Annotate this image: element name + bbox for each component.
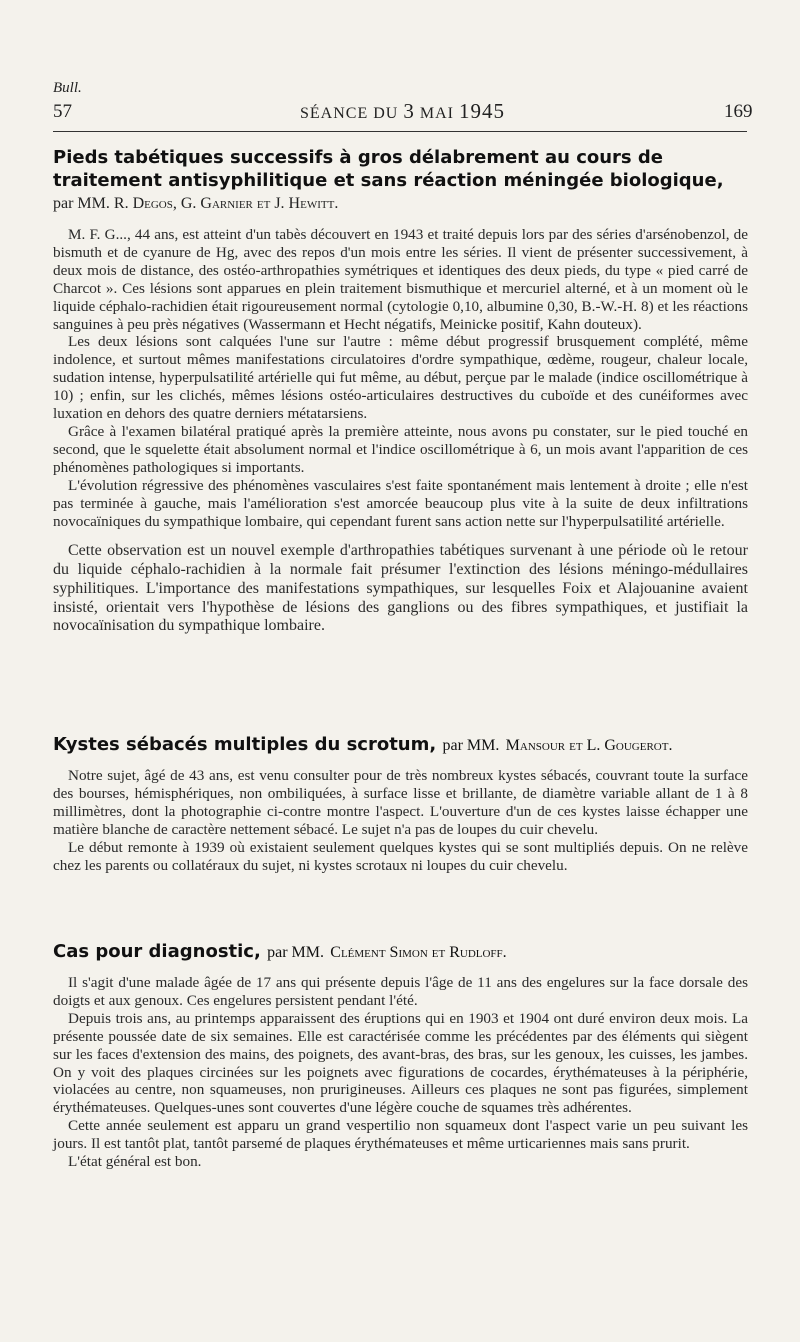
article-body <box>53 974 748 1171</box>
paragraph: Cette année seulement est apparu un grand vespertilio non squameux dont l'aspect varie un peu suivant les jours. Il est tantôt plat, tantôt parsemé de plaques érythémateuses et même urticariennes mais sans prurit. <box>53 1117 748 1153</box>
volume-number: 57 <box>53 101 72 122</box>
article-body <box>53 767 748 874</box>
article-kystes-sebaces <box>53 733 748 874</box>
article-body <box>53 226 748 636</box>
paragraph: Les deux lésions sont calquées l'une sur l'autre : même début progressif brusquement complété, même indolence, et surtout mêmes manifestations circulatoires d'ordre sympathique, œdème, rougeur, chaleur locale, sudation intense, hyperpulsatilité artérielle qui fut même, au début, perçue par le malade (indice oscillométrique à 10) ; enfin, sur les clichés, mêmes lésions ostéo-articulaires destructives du cuboïde et des cunéiformes avec luxation en dehors des quatre derniers métatarsiens. <box>53 333 748 423</box>
paragraph: M. F. G..., 44 ans, est atteint d'un tabès découvert en 1943 et traité depuis lors par des séries d'arsénobenzol, de bismuth et de cyanure de Hg, avec des repos d'un mois entre les séries. Il vient de présenter successivement, à deux mois de distance, des ostéo-arthropathies symétriques et identiques des deux pieds, du type « pied carré de Charcot ». Ces lésions sont apparues en plein traitement bismuthique et mercuriel alterné, et à un moment où le liquide céphalo-rachidien était rigoureusement normal (cytologie 0,10, albumine 0,30, B.-W.-H. 8) et les réactions sanguines à peu près négatives (Wassermann et Hecht négatifs, Meinicke positif, Kahn douteux). <box>53 226 748 333</box>
session-prefix: SÉANCE DU <box>300 105 399 122</box>
paragraph: L'évolution régressive des phénomènes vasculaires s'est faite spontanément mais lentement à droite ; elle n'est pas terminée à gauche, mais l'amélioration s'est amorcée beaucoup plus vite à la suite de deux infiltrations novocaïniques du sympathique lombaire, qui cependant furent sans action nette sur l'hyperpulsatilité artérielle. <box>53 476 748 530</box>
paragraph: Grâce à l'examen bilatéral pratiqué après la première atteinte, nous avons pu constater, sur le pied touché en second, que le squelette était absolument normal et l'indice oscillométrique à 6, un mois avant l'apparition de ces phénomènes pathologiques si importants. <box>53 422 748 476</box>
article-cas-pour-diagnostic <box>53 940 748 1171</box>
paragraph: L'état général est bon. <box>68 1153 202 1171</box>
paragraph: Cette observation est un nouvel exemple d'arthropathies tabétiques survenant à une période où le retour du liquide céphalo-rachidien à la normale fait présumer l'extinction des lésions méningo-médullaires syphilitiques. L'importance des manifestations sympathiques, sur lesquelles Foix et Alajouanine avaient insisté, orientait vers l'hypothèse de lésions des ganglions ou des fibres sympathiques, et justifiait la novocaïnisation du sympathique lombaire. <box>53 542 748 635</box>
session-day: 3 <box>403 99 415 123</box>
article-pieds-tabetiques <box>53 146 748 636</box>
paragraph: Le début remonte à 1939 où existaient seulement quelques kystes qui se sont multipliés depuis. On ne relève chez les parents ou collatéraux du sujet, ni kystes scrotaux ni loupes du cuir chevelu. <box>53 838 748 874</box>
session-year: 1945 <box>458 99 505 123</box>
paragraph: Il s'agit d'une malade âgée de 17 ans qui présente depuis l'âge de 11 ans des engelures sur la face dorsale des doigts et aux genoux. Ces engelures persistent pendant l'été. <box>53 974 748 1009</box>
article-title: Pieds tabétiques successifs à gros délabrement au cours de traitement antisyphilitique et sans réaction méningée biologique, <box>53 147 724 191</box>
article-title: Cas pour diagnostic, par MM. Clément Simon et Rudloff. <box>53 941 507 962</box>
session-month: MAI <box>419 105 454 122</box>
paragraph: Notre sujet, âgé de 43 ans, est venu consulter pour de très nombreux kystes sébacés, couvrant toute la surface des bourses, hémisphériques, non ombiliquées, à surface lisse et brillante, de diamètre variable allant de 1 à 8 millimètres, dont la photographie ci-contre montre l'aspect. L'ouverture d'un de ces kystes laisse échapper une matière blanche de caractère nettement sébacé. Le sujet n'a pas de loupes du cuir chevelu. <box>53 767 748 838</box>
paragraph: Depuis trois ans, au printemps apparaissent des éruptions qui en 1903 et 1904 ont duré environ deux mois. La présente poussée date de six semaines. Elle est caractérisée comme les précédentes par des éléments qui siègent sur les faces d'extension des mains, des poignets, des avant-bras, des bras, sur les genoux, les cuisses, les jambes. On y voit des plaques circinées sur les poignets avec figurations de cocardes, érythémateuses à la périphérie, violacées au centre, non squameuses, non prurigineuses. Ailleurs ces plaques ne sont pas figurées, simplement érythémateuses. Quelques-unes sont couvertes d'une légère couche de squames très adhérentes. <box>53 1009 748 1117</box>
article-title: Kystes sébacés multiples du scrotum, par MM. Mansour et L. Gougerot. <box>53 734 673 755</box>
header-rule <box>53 131 747 132</box>
page-number: 169 <box>724 101 753 122</box>
journal-abbrev: Bull. <box>53 80 82 96</box>
article-authors: par MM. R. Degos, G. Garnier et J. Hewitt. <box>53 195 339 212</box>
session-heading <box>300 99 505 124</box>
